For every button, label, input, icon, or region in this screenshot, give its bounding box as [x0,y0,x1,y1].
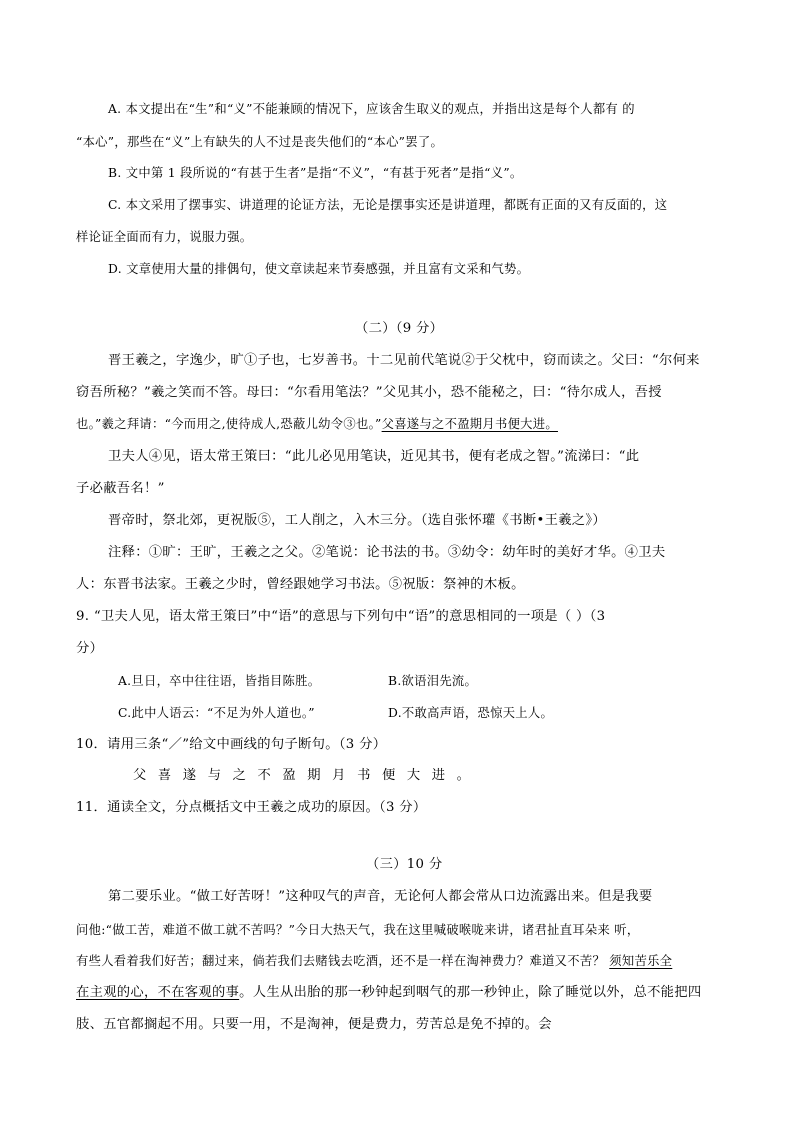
passage2-p1-line3-text: 也。”羲之拜请：“今而用之,使待成人,恐蔽儿幼令③也。” [76,417,382,431]
q10-sentence: 父喜遂与之不盈期月书便大进。 [133,768,482,783]
passage3-line4 [76,985,701,1001]
passage2-p1-line2: 窃吾所秘？”羲之笑而不答。母曰：“尔看用笔法？”父见其小，恐不能秘之，曰：“待尔成人，吾授 [76,385,662,400]
q8-option-c-line2: 样论证全面而有力，说服力强。 [76,230,253,244]
q8-option-b: B. 文中第 1 段所说的“有甚于生者”是指“不义”，“有甚于死者”是指“义”。 [108,166,523,180]
passage2-p1-line3 [76,416,558,432]
passage3-line5: 肢、五官都搁起不用。只要一用，不是淘神，便是费力，劳苦总是免不掉的。会 [76,1017,552,1032]
passage3-line4-text: 。人生从出胎的那一秒钟起到咽气的那一秒钟止，除了睡觉以外，总不能把四 [239,985,702,1000]
q10-stem: 10．请用三条“／”给文中画线的句子断句。（3 分） [76,737,387,752]
underlined-phrase-end: 在主观的心，不在客观的事 [76,985,240,1000]
q8-option-c-line1: C. 本文采用了摆事实、讲道理的论证方法，无论是摆事实还是讲道理，都既有正面的又有反面的，这 [108,198,668,212]
passage2-p3: 晋帝时，祭北郊，更祝版⑤，工人削之，入木三分。（选自张怀瓘《书断•王羲之》） [108,513,606,528]
q8-option-a-line2: “本心”，那些在“义”上有缺失的人不过是丧失他们的“本心”罢了。 [76,135,444,149]
q9-stem-line2: 分） [76,641,104,656]
underlined-sentence: 父喜遂与之不盈期月书便大进。 [381,417,558,431]
passage3-line1: 第二要乐业。“做工好苦呀！”这种叹气的声音，无论何人都会常从口边流露出来。但是我要 [108,889,653,904]
q9-option-d: D.不敢高声语，恐惊天上人。 [388,706,554,720]
passage2-notes-line2: 人：东晋书法家。王羲之少时，曾经跟她学习书法。⑤祝版：祭神的木板。 [76,577,525,592]
passage3-line2: 问他:“做工苦，难道不做工就不苦吗？”今日大热天气，我在这里喊破喉咙来讲，诸君扯直耳朵来 听， [76,923,640,937]
q9-option-a: A.旦日，卒中往往语，皆指目陈胜。 [118,674,321,688]
q9-option-b: B.欲语泪先流。 [388,674,478,688]
q11-stem: 11．通读全文，分点概括文中王羲之成功的原因。（3 分） [76,800,427,815]
section3-heading: （三）10 分 [366,857,443,872]
passage2-p2-line1: 卫夫人④见，语太常王策曰：“此儿必见用笔诀，近见其书，便有老成之智。”流涕曰：“此 [108,449,640,464]
q9-stem-line1: 9. “卫夫人见，语太常王策曰”中“语”的意思与下列句中“语”的意思相同的一项是（ ）（3 [76,609,606,624]
passage2-p2-line2: 子必蔽吾名！” [76,481,165,496]
q9-option-c: C.此中人语云：“不足为外人道也。” [118,706,315,720]
q8-option-d: D. 文章使用大量的排偶句，使文章读起来节奏感强，并且富有文采和气势。 [108,262,530,276]
passage2-p1-line1: 晋王羲之，字逸少，旷①子也，七岁善书。十二见前代笔说②于父枕中，窃而读之。父曰：“尔何来 [108,353,700,368]
q8-option-a-line1: A. 本文提出在“生”和“义”不能兼顾的情况下，应该舍生取义的观点，并指出这是每个人都有 的 [108,102,635,116]
passage3-line3-text: 有些人看着我们好苦；翻过来，倘若我们去赌钱去吃酒，还不是一样在淘神费力？难道又不苦？ [76,954,610,968]
passage3-line3 [76,953,672,969]
underlined-phrase-start: 须知苦乐全 [609,954,673,968]
passage2-notes-line1: 注释：①旷：王旷，王羲之之父。②笔说：论书法的书。③幼令：幼年时的美好才华。④卫夫 [108,545,666,560]
section2-heading: （二）（9 分） [355,321,444,336]
